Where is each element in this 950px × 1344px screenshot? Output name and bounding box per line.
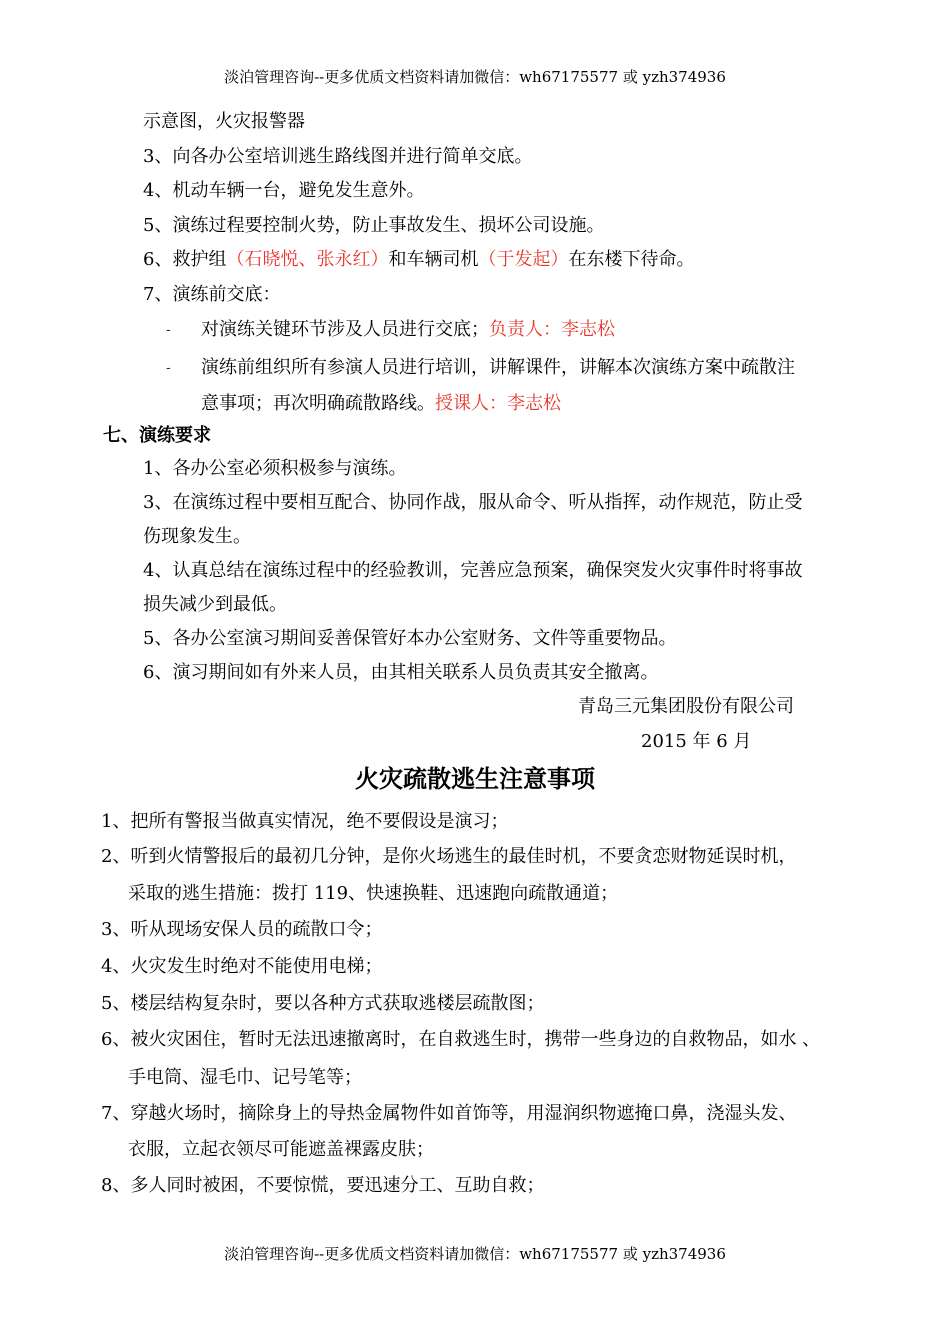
notice-1: 1、把所有警报当做真实情况，绝不要假设是演习；	[101, 811, 509, 832]
signature-date: 2015 年 6 月	[641, 731, 752, 752]
section-heading-requirements: 七、演练要求	[103, 425, 211, 446]
page-header: 淡泊管理咨询--更多优质文档资料请加微信：wh67175577 或 yzh374936	[224, 68, 726, 86]
notice-2-line-1: 2、听到火情警报后的最初几分钟，是你火场逃生的最佳时机，不要贪恋财物延误时机，	[101, 846, 797, 867]
driver-name: （于发起）	[478, 249, 569, 270]
bullet-1-text: 对演练关键环节涉及人员进行交底；	[201, 319, 489, 340]
req-3-line-1: 3、在演练过程中要相互配合、协同作战，服从命令、听从指挥，动作规范，防止受	[143, 492, 803, 513]
prep-line-6	[143, 248, 694, 272]
bullet-2-text: 意事项；再次明确疏散路线。	[201, 393, 435, 414]
prep-line-6-c: 和车辆司机	[388, 249, 479, 270]
prep-line-4: 4、机动车辆一台，避免发生意外。	[143, 180, 425, 201]
req-3-line-2: 伤现象发生。	[143, 526, 251, 547]
notice-8: 8、多人同时被困，不要惊慌，要迅速分工、互助自救；	[101, 1175, 545, 1196]
req-5: 5、各办公室演习期间妥善保管好本办公室财务、文件等重要物品。	[143, 628, 677, 649]
rescue-team-names: （石晓悦、张永红）	[226, 249, 389, 270]
notice-6-line-1: 6、被火灾困住，暂时无法迅速撤离时，在自救逃生时，携带一些身边的自救物品，如水 、	[101, 1029, 821, 1050]
page-footer: 淡泊管理咨询--更多优质文档资料请加微信：wh67175577 或 yzh374936	[224, 1245, 726, 1263]
req-1: 1、各办公室必须积极参与演练。	[143, 458, 407, 479]
company-signature: 青岛三元集团股份有限公司	[578, 696, 794, 717]
notice-2-line-2: 采取的逃生措施：拨打 119、快速换鞋、迅速跑向疏散通道；	[128, 883, 619, 904]
notice-3: 3、听从现场安保人员的疏散口令；	[101, 919, 383, 940]
instructor: 授课人：李志松	[435, 393, 561, 414]
bullet-1	[201, 318, 615, 342]
prep-line-6-a: 6、救护组	[143, 249, 227, 270]
prep-line-7: 7、演练前交底：	[143, 284, 281, 305]
notice-7-line-1: 7、穿越火场时，摘除身上的导热金属物件如首饰等，用湿润织物遮掩口鼻，浇湿头发、	[101, 1103, 797, 1124]
notice-7-line-2: 衣服，立起衣领尽可能遮盖裸露皮肤；	[128, 1139, 434, 1160]
req-6: 6、演习期间如有外来人员，由其相关联系人员负责其安全撤离。	[143, 662, 659, 683]
bullet-dash-2: -	[166, 360, 171, 376]
bullet-2-line-2	[201, 392, 561, 416]
bullet-dash-1: -	[166, 322, 171, 338]
notice-4: 4、火灾发生时绝对不能使用电梯；	[101, 956, 383, 977]
prep-line-6-e: 在东楼下待命。	[568, 249, 695, 270]
req-4-line-2: 损失减少到最低。	[143, 594, 287, 615]
notice-5: 5、楼层结构复杂时，要以各种方式获取逃楼层疏散图；	[101, 993, 545, 1014]
prep-line-3: 3、向各办公室培训逃生路线图并进行简单交底。	[143, 146, 533, 167]
req-4-line-1: 4、认真总结在演练过程中的经验教训，完善应急预案，确保突发火灾事件时将事故	[143, 560, 803, 581]
prep-line-0: 示意图，火灾报警器	[143, 111, 305, 132]
notice-6-line-2: 手电筒、湿毛巾、记号笔等；	[128, 1067, 362, 1088]
prep-line-5: 5、演练过程要控制火势，防止事故发生、损坏公司设施。	[143, 215, 605, 236]
responsible-person: 负责人：李志松	[489, 319, 615, 340]
notice-title: 火灾疏散逃生注意事项	[355, 765, 595, 793]
bullet-2-line-1: 演练前组织所有参演人员进行培训，讲解课件，讲解本次演练方案中疏散注	[201, 357, 795, 378]
